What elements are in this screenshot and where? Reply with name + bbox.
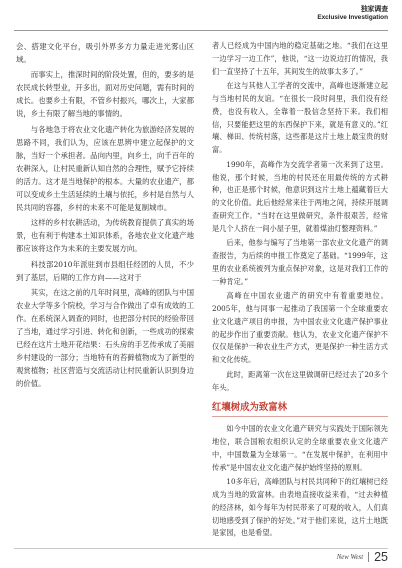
subheading-block [212,402,388,417]
left-paragraph-3: 与各地急于将农业文化遗产转化为旅游经济发展的思路不同，我们认为，应该在思辨中建立起保护的文脉，当好一个承担者。品向内里，向乡土，向千百年的农耕深入，让村民重新认知自然的合理性，赋予它持续的活力。这才是当地保护的根本。大量的农业遗产，都可以变成乡土生活延续的土壤与依托，乡村是自然与人民共同的容器，乡村的未来不可能是复制城市。 [16,124,194,213]
page-footer [337,551,388,563]
left-paragraph-1: 会、搭建文化平台，吸引外界多方力量走进光雾山区域。 [16,42,194,65]
right-paragraph-1: 者人已经成为中国内地的稳定基础之地。“我们在这里一边学习一边工作”，他说，“这一边说边打的情况，我们一直坚持了十五年，其间发生的故事太多了。” [212,41,388,76]
left-paragraph-6: 其实，在这之前的几年时间里，高峰的团队与中国农业大学等多个院校，学习与合作做出了卓有成效的工作。在系统深入调查的同时，也把部分村民的经验带回了当地，通过学习引进、转化和创新，一些成功的探索已经在这片土地开花结果：石头房的手艺传承成了美丽乡村建设的一部分；当地特有的苔藓植物成为了新型的观赏植物；社区营造与交流活动让村民重新认识到身边的价值。 [16,287,194,389]
right-paragraph-3: 1990年，高峰作为交流学者第一次来到了这里。他说，那个时候，当地的村民还在用最传统的方式耕种，也正是那个时候，他意识到这片土地上蕴藏着巨大的文化价值。此后他经常来往于两地之间，持续开展调查研究工作。“当时在这里做研究，条件很艰苦，经常是几个人挤在一间小屋子里，就着煤油灯整理资料。” [212,159,388,233]
page-number: 25 [374,550,388,564]
subheading: 红壤树成为致富林 [212,402,288,414]
header-divider [14,30,388,31]
section-title-cn: 独家调查 [360,5,388,13]
right-paragraph-4: 后来，他参与编写了当地第一部农业文化遗产的调查报告，为后续的申报工作奠定了基础。“1999年，这里的农业系统被列为重点保护对象，这是对我们工作的一种肯定。” [212,238,388,286]
left-paragraph-5: 科技部2010年派驻到市县组任经团的人员，不少到了基层，后期的工作方向——这对于 [16,259,194,282]
right-paragraph-8: 10多年后，高峰团队与村民共同种下的红壤树已经成为当地的致富林。由表地直接收益来看，“过去种植的经济林，如今每年为村民带来了可观的收入，人们真切地感受到了保护的好处。”对于他们来说，这片土地既是家园，也是希望。 [212,477,388,538]
section-tag [317,6,388,21]
right-paragraph-6: 此时，距离第一次在这里做调研已经过去了20多个年头。 [212,369,388,392]
right-paragraph-7: 如今中国的农业文化遗产研究与实践处于国际领先地位，联合国粮农组织认定的全球重要农业文化遗产中，中国数量为全球第一。“在发展中保护，在利用中传承”是中国农业文化遗产保护始终坚持的原则。 [212,424,388,472]
magazine-name: New West [336,553,364,561]
right-paragraph-5: 高峰在中国农业遗产的研究中有着重要地位。2005年，他与同事一起推动了我国第一个全球重要农业文化遗产项目的申报，为中国农业文化遗产保护事业的起步作出了重要贡献。他认为，农业文化遗产保护不仅仅是保护一种农业生产方式，更是保护一种生活方式和文化传统。 [212,291,388,364]
footer-divider [14,548,388,549]
right-paragraph-2: 在这与其他人工学者的交流中，高峰也逐渐建立起与当地村民的友谊。“在很长一段时间里，我们没有经费，也没有收入，全靠着一股信念坚持下来。我们相信，只要能把这里的东西保护下来，就是有意义的。”红壤、梯田、传统村落，这些都是这片土地上最宝贵的财富。 [212,81,388,154]
left-column [16,40,194,390]
section-title-en: Exclusive Investigation [317,13,388,21]
left-paragraph-4: 这样的乡村农耕活动，为传统教育提供了真实的场景，也有利于构建本土知识体系，各地农业文化遗产地都应该将这作为未来的主要发展方向。 [16,218,194,254]
subheading-divider [212,416,388,417]
footer-separator [368,552,369,562]
left-paragraph-2: 而事实上，推深时间的阶段处置，但的，要多的是农民成长转型业，开多出，面对历史问题，需有时间的成长。也要乡土有限，不管乡村振兴，哪次上，大家都说，乡土有限了解当地的事情的。 [16,70,194,119]
right-column [212,40,388,540]
